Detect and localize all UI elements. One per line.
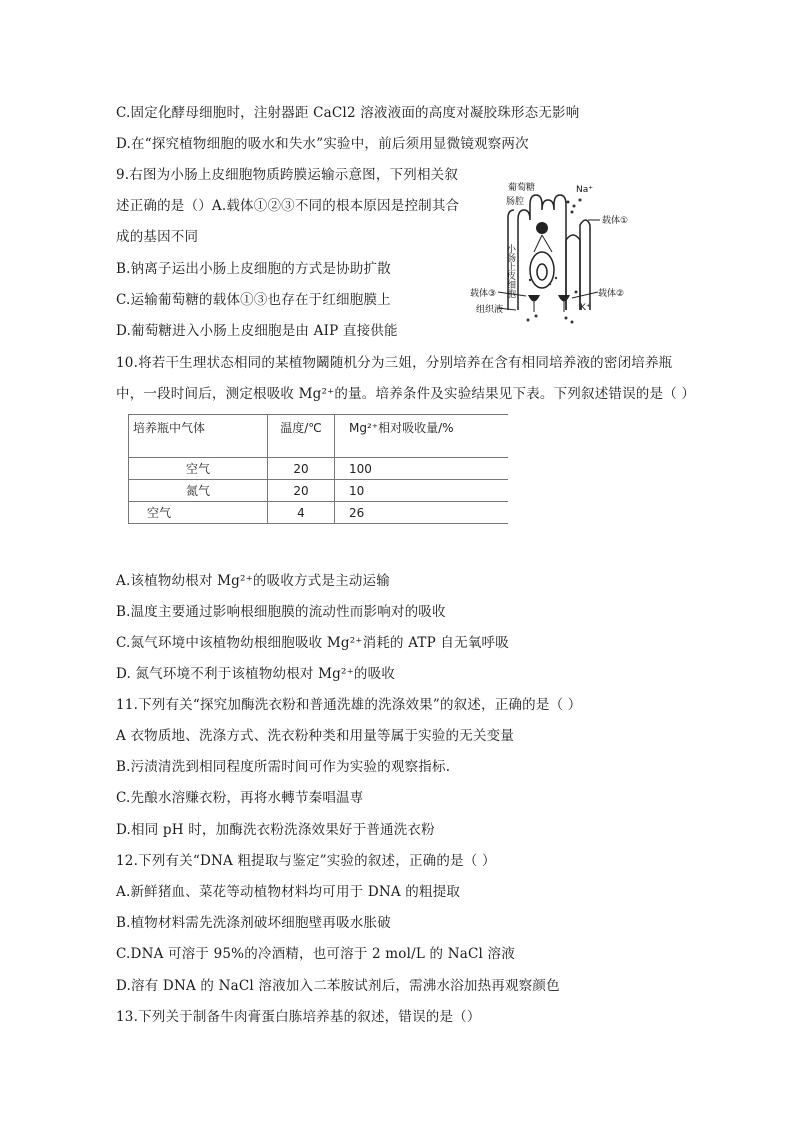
table-cell: 10 xyxy=(335,480,509,502)
option-11a: A 衣物质地、洗涤方式、洗衣粉种类和用量等属于实验的无关变量 xyxy=(116,728,515,744)
option-8c: C.固定化酵母细胞时，注射器距 CaCl2 溶液液面的高度对凝胶珠形态无影响 xyxy=(116,105,580,121)
table-header: 温度/℃ xyxy=(268,415,335,458)
potassium-label: K⁺ xyxy=(580,303,591,313)
carrier1-label: 载体① xyxy=(602,216,629,226)
carrier3-label: 载体③ xyxy=(470,289,497,299)
option-12d: D.溶有 DNA 的 NaCl 溶液加入二苯胺试剂后，需沸水浴加热再观察颜色 xyxy=(116,978,560,994)
table-cell: 空气 xyxy=(129,458,268,480)
option-9c: C.运输葡萄糖的载体①③也存在于红细胞膜上 xyxy=(116,292,391,308)
option-12a: A.新鲜猪血、菜花等动植物材料均可用于 DNA 的粗提取 xyxy=(116,884,461,900)
table-cell: 100 xyxy=(335,458,509,480)
glucose-label: 葡萄糖 xyxy=(508,183,536,193)
table-row xyxy=(129,458,509,480)
option-9b: B.钠离子运出小肠上皮细胞的方式是协助扩散 xyxy=(116,261,391,277)
option-12c: C.DNA 可溶于 95%的冷酒精，也可溶于 2 mol/L 的 NaCl 溶液 xyxy=(116,946,515,962)
table-cell: 4 xyxy=(268,502,335,524)
table-header-row xyxy=(129,415,509,458)
table-cell: 26 xyxy=(335,502,509,524)
table-row xyxy=(129,480,509,502)
mg-absorption-table xyxy=(128,414,508,524)
option-10d: D. 氮气环境不利于该植物幼根对 Mg²⁺的吸收 xyxy=(116,666,396,682)
option-8d: D.在“探究植物细胞的吸水和失水”实验中，前后须用显微镜观察两次 xyxy=(116,136,529,152)
question-12-stem: 12.下列有关“DNA 粗提取与鉴定”实验的叙述，正确的是（ ） xyxy=(116,853,496,869)
option-10a: A.该植物幼根对 Mg²⁺的吸收方式是主动运输 xyxy=(116,573,390,589)
option-10c: C.氮气环境中该植物幼根细胞吸收 Mg²⁺消耗的 ATP 自无氧呼吸 xyxy=(116,635,509,651)
table-header: 培养瓶中气体 xyxy=(129,415,268,458)
question-10-stem-cont: 中，一段时间后，测定根吸收 Mg²⁺的量。培养条件及实验结果见下表。下列叙述错误的是（ ） xyxy=(116,386,696,402)
question-10-stem: 10.将若干生理状态相同的某植物鬫随机分为三姐，分别培养在含有相同培养液的密闭培养瓶 xyxy=(116,355,673,371)
table-header: Mg²⁺相对吸收量/% xyxy=(335,415,509,458)
table-cell: 氮气 xyxy=(129,480,268,502)
option-11c: C.先酿水溶赚衣粉，再将水轉节秦唱温専 xyxy=(116,790,364,806)
option-9d: D.葡萄糖进入小肠上皮细胞是由 AIP 直接供能 xyxy=(116,323,398,339)
question-13-stem: 13.下列关于制备牛肉膏蛋白胨培养基的叙述，错误的是（） xyxy=(116,1009,481,1025)
tissue-fluid-label: 组织液 xyxy=(476,305,504,315)
table-cell: 20 xyxy=(268,480,335,502)
question-9-stem: 9.右图为小肠上皮细胞物质跨膜运输示意图，下列相关叙 xyxy=(116,167,459,183)
table-cell: 空气 xyxy=(129,502,268,524)
sodium-label: Na⁺ xyxy=(576,185,593,195)
cell-label: 小肠上皮细胞 xyxy=(505,244,515,298)
table-cell: 20 xyxy=(268,458,335,480)
question-9-stem-cont: 述正确的是（）A.载体①②③不同的根本原因是控制其合 xyxy=(116,198,460,214)
table-row xyxy=(129,502,509,524)
lumen-label: 肠腔 xyxy=(506,197,525,207)
carrier2-label: 载体② xyxy=(598,289,625,299)
option-11b: B.污渍清洗到相同程度所需时间可作为实验的观察指标. xyxy=(116,759,451,775)
question-9-stem-cont2: 成的基因不同 xyxy=(116,229,199,245)
question-11-stem: 11.下列有关“探究加酶洗衣粉和普通洗雄的洗涤效果”的叙述，正确的是（ ） xyxy=(116,697,582,713)
option-12b: B.植物材料需先洗涤剂破坏细胞壁再吸水胀破 xyxy=(116,915,391,931)
intestinal-cell-diagram xyxy=(468,180,658,330)
option-10b: B.温度主要通过影响根细胞膜的流动性而影响对的吸收 xyxy=(116,604,446,620)
option-11d: D.相同 pH 时，加酶洗衣粉洗涤效果好于普通洗衣粉 xyxy=(116,822,435,838)
